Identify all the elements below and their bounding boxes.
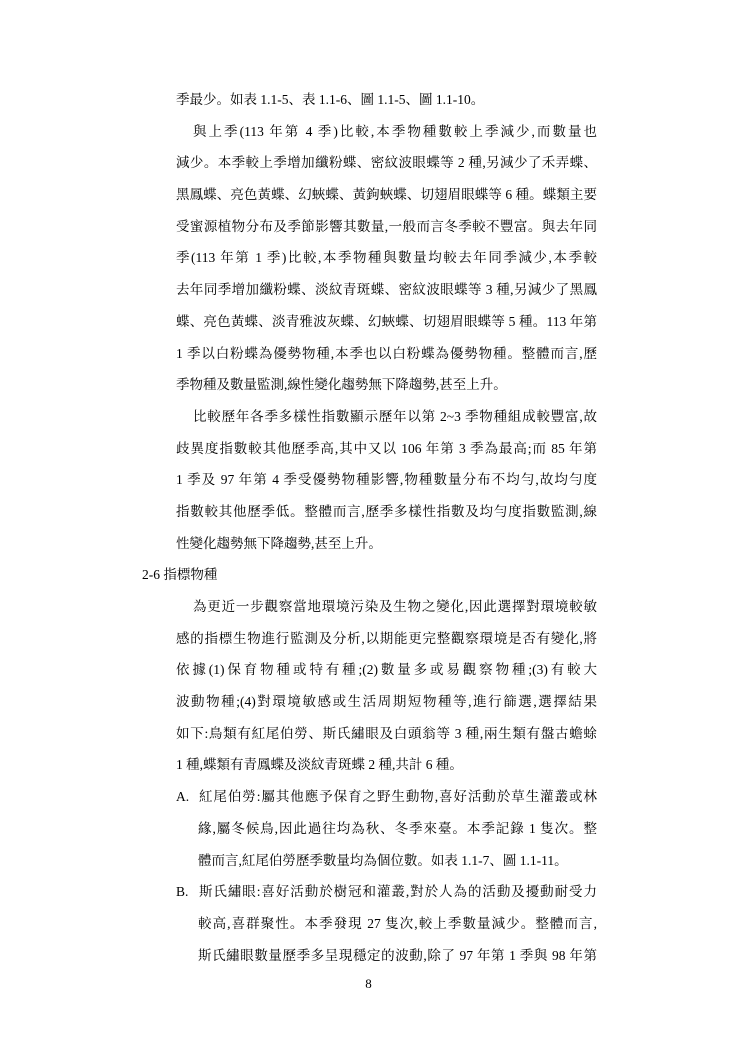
list-item-continuation-line: 緣,屬冬候鳥,因此過往均為秋、冬季來臺。本季記錄 1 隻次。整 xyxy=(198,820,597,836)
paragraph-line: 減少。本季較上季增加纖粉蝶、密紋波眼蝶等 2 種,另減少了禾弄蝶、 xyxy=(176,155,597,171)
list-item-text: 斯氏繡眼:喜好活動於樹冠和灌叢,對於人為的活動及擾動耐受力 xyxy=(198,884,597,900)
list-marker: B. xyxy=(176,884,189,900)
list-item-text: 紅尾伯勞:屬其他應予保育之野生動物,喜好活動於草生灌叢或林 xyxy=(198,789,597,805)
paragraph-line: 1 季以白粉蝶為優勢物種,本季也以白粉蝶為優勢物種。整體而言,歷 xyxy=(176,345,597,361)
paragraph-line: 性變化趨勢無下降趨勢,甚至上升。 xyxy=(176,535,382,551)
paragraph-first-line: 為更近一步觀察當地環境污染及生物之變化,因此選擇對環境較敏 xyxy=(193,599,597,614)
paragraph-line: 依據(1)保育物種或特有種;(2)數量多或易觀察物種;(3)有較大 xyxy=(176,662,597,678)
paragraph-line: 去年同季增加纖粉蝶、淡紋青斑蝶、密紋波眼蝶等 3 種,另減少了黑鳳 xyxy=(176,282,597,298)
list-item-line xyxy=(176,781,597,813)
paragraph-line: 季最少。如表 1.1-5、表 1.1-6、圖 1.1-5、圖 1.1-10。 xyxy=(176,92,485,107)
paragraph-first-line: 與上季(113 年第 4 季)比較,本季物種數較上季減少,而數量也 xyxy=(193,123,597,139)
paragraph-line: 黑鳳蝶、亮色黃蝶、幻蛺蝶、黃鉤蛺蝶、切翅眉眼蝶等 6 種。蝶類主要 xyxy=(176,187,597,203)
section-heading: 2-6 指標物種 xyxy=(142,567,218,583)
paragraph-line: 季(113 年第 1 季)比較,本季物種與數量均較去年同季減少,本季較 xyxy=(176,250,597,266)
paragraph-line: 感的指標生物進行監測及分析,以期能更完整觀察環境是否有變化,將 xyxy=(176,630,597,646)
paragraph-line: 指數較其他歷季低。整體而言,歷季多樣性指數及均勻度指數監測,線 xyxy=(176,503,597,519)
paragraph-line: 歧異度指數較其他歷季高,其中又以 106 年第 3 季為最高;而 85 年第 xyxy=(176,440,597,456)
paragraph-line: 1 季及 97 年第 4 季受優勢物種影響,物種數量分布不均勻,故均勻度 xyxy=(176,472,597,488)
list-item-continuation-line: 較高,喜群聚性。本季發現 27 隻次,較上季數量減少。整體而言, xyxy=(198,915,597,931)
paragraph-line: 季物種及數量監測,線性變化趨勢無下降趨勢,甚至上升。 xyxy=(176,377,507,393)
list-item-continuation-line: 體而言,紅尾伯勞歷季數量均為個位數。如表 1.1-7、圖 1.1-11。 xyxy=(198,852,568,868)
page-content xyxy=(142,84,597,971)
list-marker: A. xyxy=(176,789,190,805)
paragraph-line: 波動物種;(4)對環境敏感或生活周期短物種等,進行篩選,選擇結果 xyxy=(176,694,597,710)
paragraph-line: 1 種,蝶類有青鳳蝶及淡紋青斑蝶 2 種,共計 6 種。 xyxy=(176,757,463,773)
paragraph-line: 如下:鳥類有紅尾伯勞、斯氏繡眼及白頭翁等 3 種,兩生類有盤古蟾蜍 xyxy=(176,725,597,741)
page-number: 8 xyxy=(365,976,372,991)
paragraph-line: 受蜜源植物分布及季節影響其數量,一般而言冬季較不豐富。與去年同 xyxy=(176,218,597,234)
paragraph-first-line: 比較歷年各季多樣性指數顯示歷年以第 2~3 季物種組成較豐富,故 xyxy=(193,408,597,424)
list-item-line xyxy=(176,876,597,908)
list-item-continuation-line: 斯氏繡眼數量歷季多呈現穩定的波動,除了 97 年第 1 季與 98 年第 xyxy=(198,947,597,963)
paragraph-line: 蝶、亮色黃蝶、淡青雅波灰蝶、幻蛺蝶、切翅眉眼蝶等 5 種。113 年第 xyxy=(176,313,597,329)
